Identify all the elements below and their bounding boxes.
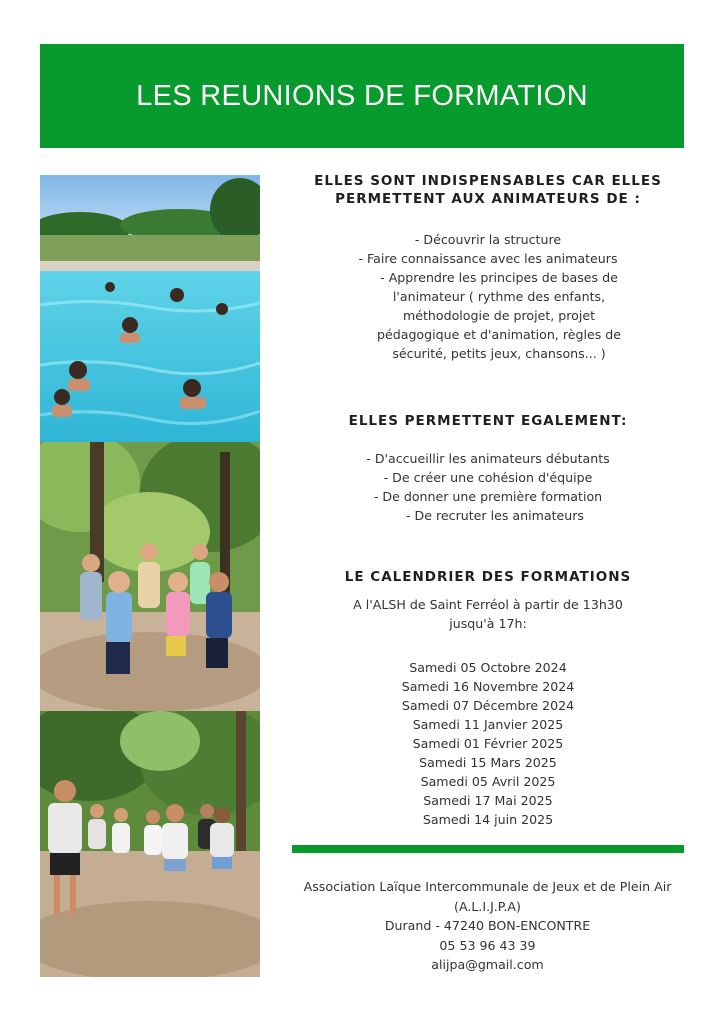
intro-line: A l'ALSH de Saint Ferréol à partir de 13h30 (353, 597, 623, 612)
list-item: - Faire connaissance avec les animateurs (358, 251, 618, 266)
date-item: Samedi 15 Mars 2025 (419, 755, 557, 770)
date-item: Samedi 14 juin 2025 (422, 812, 554, 827)
heading-line: PERMETTENT AUX ANIMATEURS DE : (335, 191, 641, 207)
green-divider (292, 845, 684, 853)
dates-list (292, 658, 684, 829)
section-indispensables (292, 172, 684, 363)
section-heading: LE CALENDRIER DES FORMATIONS (344, 569, 632, 585)
list-item: pédagogique et d'animation, règles de (376, 327, 622, 342)
content-column (292, 172, 684, 829)
pool-photo (40, 175, 260, 442)
list-item: méthodologie de projet, projet (402, 308, 596, 323)
date-item: Samedi 01 Février 2025 (412, 736, 564, 751)
org-acronym: (A.L.I.J.P.A) (454, 898, 521, 914)
intro-line: jusqu'à 17h: (449, 616, 527, 631)
also-list (292, 449, 684, 525)
phone-number: 05 53 96 43 39 (439, 937, 536, 953)
calendar-intro (292, 595, 684, 633)
list-item: sécurité, petits jeux, chansons... ) (392, 346, 606, 361)
date-item: Samedi 16 Novembre 2024 (401, 679, 575, 694)
date-item: Samedi 05 Octobre 2024 (409, 660, 567, 675)
list-item: - D'accueillir les animateurs débutants (366, 451, 610, 466)
list-item: - De créer une cohésion d'équipe (383, 470, 593, 485)
footer-contact (285, 877, 690, 975)
benefits-list (292, 230, 684, 363)
section-heading (292, 172, 684, 208)
section-heading: ELLES PERMETTENT EGALEMENT: (348, 413, 628, 429)
address: Durand - 47240 BON-ENCONTRE (384, 918, 591, 933)
email-address: alijpa@gmail.com (431, 957, 544, 972)
page-title: LES REUNIONS DE FORMATION (136, 79, 588, 112)
date-item: Samedi 17 Mai 2025 (423, 793, 553, 808)
group-dance-photo (40, 711, 260, 977)
org-name: Association Laïque Intercommunale de Jeux et de Plein Air (303, 879, 672, 894)
children-forest-photo (40, 442, 260, 711)
title-banner (40, 44, 684, 148)
section-egalement (292, 412, 684, 525)
list-item: l'animateur ( rythme des enfants, (392, 289, 606, 304)
list-item: - De donner une première formation (373, 489, 603, 504)
heading-line: ELLES SONT INDISPENSABLES CAR ELLES (314, 173, 662, 189)
section-calendrier (292, 568, 684, 829)
date-item: Samedi 05 Avril 2025 (420, 774, 556, 789)
date-item: Samedi 11 Janvier 2025 (412, 717, 564, 732)
date-item: Samedi 07 Décembre 2024 (401, 698, 575, 713)
list-item: - De recruter les animateurs (406, 508, 584, 523)
list-item: - Découvrir la structure (414, 232, 562, 247)
list-item: - Apprendre les principes de bases de (380, 270, 618, 285)
photo-column (40, 175, 260, 977)
